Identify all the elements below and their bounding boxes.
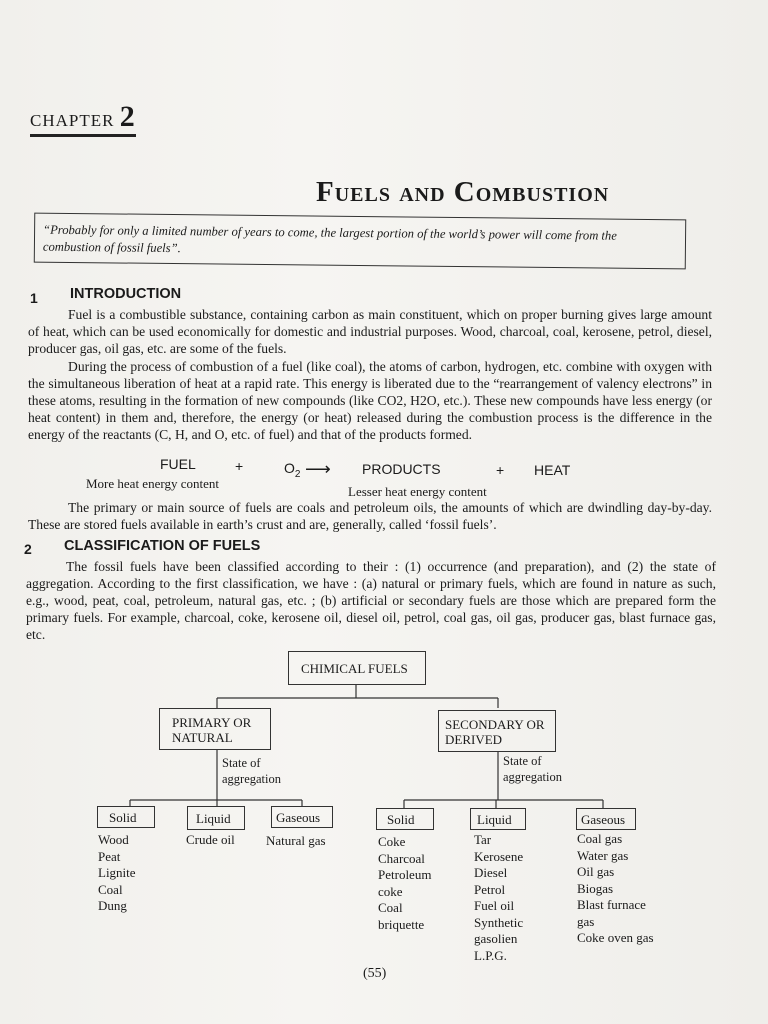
- list-item: coke: [378, 883, 403, 899]
- equation-fuel: FUEL: [160, 456, 196, 472]
- chapter-number: 2: [119, 100, 136, 133]
- list-item: Water gas: [577, 847, 629, 863]
- arrow-icon: ⟶: [305, 459, 330, 479]
- primary-gaseous-list: [266, 833, 326, 850]
- oxygen-subscript: 2: [294, 468, 301, 480]
- list-item: Wood: [98, 832, 129, 847]
- list-item: Coal: [378, 900, 403, 915]
- node-primary-natural: PRIMARY OR NATURAL: [159, 708, 271, 750]
- chapter-word: CHAPTER: [30, 111, 115, 130]
- list-item: Kerosene: [474, 848, 524, 864]
- oxygen-symbol: O: [284, 460, 295, 476]
- list-item: gas: [577, 913, 595, 929]
- section-2-heading: CLASSIFICATION OF FUELS: [64, 538, 261, 554]
- node-secondary-derived: SECONDARY OR DERIVED: [438, 710, 556, 752]
- list-item: Diesel: [474, 865, 508, 880]
- primary-gaseous-node: Gaseous: [271, 806, 333, 828]
- list-item: Natural gas: [266, 833, 326, 848]
- list-item: Dung: [98, 898, 127, 913]
- list-item: Peat: [98, 848, 121, 864]
- list-item: Petrol: [474, 881, 506, 897]
- equation-heat: HEAT: [534, 462, 571, 478]
- list-item: Oil gas: [577, 864, 615, 879]
- list-item: Lignite: [98, 865, 136, 880]
- epigraph-quote: “Probably for only a limited number of years to come, the largest portion of the world’s power will come from the combustion of fossil fuels”.: [34, 213, 686, 270]
- section-2-number: 2: [24, 541, 32, 557]
- chapter-title: Fuels and Combustion: [316, 176, 610, 208]
- secondary-gaseous-node: Gaseous: [576, 808, 636, 830]
- secondary-state-label: State of aggregation: [503, 754, 563, 784]
- primary-liquid-node: Liquid: [187, 806, 245, 830]
- intro-paragraph-2: During the process of combustion of a fuel (like coal), the atoms of carbon, hydrogen, etc. combine with oxygen with the simultaneous liberation of heat at a rapid rate. This energy is liberated due to the “rearrangement of valency electrons” in these atoms, resulting in the formation of new compounds (like CO2, H2O, etc.). These new compounds have less energy (or heat content) in them and, therefore, the energy (or heat) released during the combustion process is the difference in the energy of the reactants (C, H, and O, etc. of fuel) and that of the products formed.: [28, 359, 712, 442]
- list-item: Biogas: [577, 880, 614, 896]
- list-item: Petroleum: [378, 867, 432, 882]
- root-node-chemical-fuels: CHIMICAL FUELS: [288, 651, 426, 685]
- lesser-energy-caption: Lesser heat energy content: [348, 484, 487, 499]
- classification-paragraph: The fossil fuels have been classified according to their : (1) occurrence (and preparation), and (2) the state of aggregation. According to the first classification, we have : (a) natural or primary fuels, which are found in nature as such, e.g., wood, peat, coal, petroleum, natural gas, etc. ; (b) artificial or secondary fuels are those which are prepared form the primary fuels. For example, charcoal, coke, kerosene oil, diesel oil, petrol, coal gas, oil gas, producer gas, blast furnace gas, etc.: [26, 559, 716, 642]
- list-item: Coal: [98, 881, 123, 897]
- primary-liquid-list: [186, 832, 235, 849]
- list-item: Blast furnace: [577, 897, 646, 912]
- page-number: (55): [363, 966, 387, 981]
- equation-plus-2: +: [496, 462, 505, 478]
- list-item: Charcoal: [378, 850, 425, 866]
- equation-plus-1: +: [235, 458, 244, 474]
- secondary-solid-node: Solid: [376, 808, 434, 830]
- list-item: briquette: [378, 916, 425, 932]
- list-item: Coke: [378, 834, 406, 849]
- secondary-liquid-list: [474, 832, 523, 964]
- list-item: Fuel oil: [474, 898, 515, 913]
- list-item: Tar: [474, 832, 492, 847]
- section-1-heading: INTRODUCTION: [70, 286, 182, 302]
- list-item: L.P.G.: [474, 947, 507, 963]
- secondary-solid-list: [378, 834, 431, 933]
- secondary-liquid-node: Liquid: [470, 808, 526, 830]
- list-item: gasolien: [474, 931, 518, 946]
- more-energy-caption: More heat energy content: [86, 476, 219, 491]
- primary-solid-list: [98, 832, 136, 915]
- list-item: Coal gas: [577, 831, 623, 846]
- secondary-gaseous-list: [577, 831, 654, 947]
- list-item: Crude oil: [186, 832, 235, 847]
- section-1-number: 1: [30, 290, 38, 306]
- intro-paragraph-3: The primary or main source of fuels are coals and petroleum oils, the amounts of which are dwindling day-by-day. These are stored fuels available in earth’s crust and are, generally, called ‘fossil fuels’.: [28, 500, 712, 532]
- intro-paragraph-1: Fuel is a combustible substance, containing carbon as main constituent, which on proper burning gives large amount of heat, which can be used economically for domestic and industrial purposes. Wood, charcoal, coal, kerosene, petrol, diesel, producer gas, oil gas, etc. are some of the fuels.: [28, 307, 712, 356]
- list-item: Synthetic: [474, 914, 524, 930]
- equation-products: PRODUCTS: [362, 461, 441, 477]
- primary-solid-node: Solid: [97, 806, 155, 828]
- primary-state-label: State of aggregation: [222, 756, 282, 786]
- list-item: Coke oven gas: [577, 930, 654, 945]
